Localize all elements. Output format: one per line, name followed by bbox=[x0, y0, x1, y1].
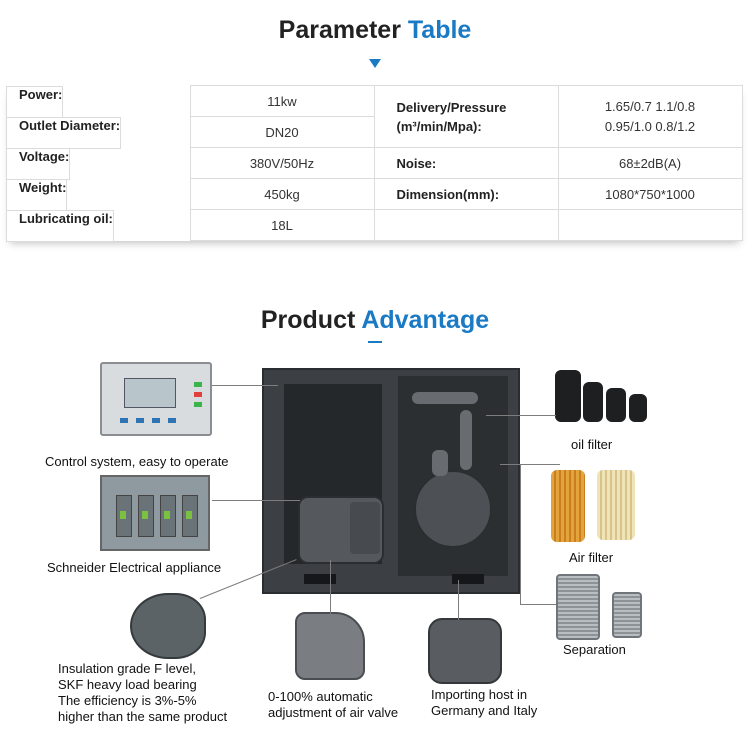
leader-line bbox=[458, 580, 459, 620]
oil-filter-label: oil filter bbox=[571, 437, 613, 452]
valve-label-2: adjustment of air valve bbox=[268, 705, 399, 720]
param-value: 18L bbox=[190, 210, 374, 241]
leader-line bbox=[520, 464, 521, 604]
product-advantage-title: Product Advantage bbox=[260, 306, 490, 334]
param-label: Delivery/Pressure (m³/min/Mpa): bbox=[374, 86, 558, 148]
leader-line bbox=[520, 604, 556, 605]
param-label: Lubricating oil: bbox=[6, 210, 114, 242]
table-row bbox=[6, 86, 742, 117]
empty-cell bbox=[374, 210, 558, 241]
electrical-appliance-image bbox=[100, 475, 210, 551]
param-value: 1.65/0.7 1.1/0.8 0.95/1.0 0.8/1.2 bbox=[558, 86, 742, 148]
param-value: 11kw bbox=[190, 86, 374, 117]
insulation-label-1: Insulation grade F level, bbox=[58, 661, 197, 676]
parameter-table bbox=[6, 85, 743, 241]
table-row bbox=[6, 179, 742, 210]
param-value: 450kg bbox=[190, 179, 374, 210]
leader-line bbox=[212, 500, 300, 501]
control-system-label: Control system, easy to operate bbox=[45, 454, 229, 469]
air-valve-image bbox=[295, 612, 365, 680]
air-filter-label: Air filter bbox=[569, 550, 614, 565]
insulation-label-2: SKF heavy load bearing bbox=[58, 677, 197, 692]
param-label: Noise: bbox=[374, 148, 558, 179]
air-end-host-image bbox=[428, 618, 502, 684]
control-panel-image bbox=[100, 362, 212, 436]
schneider-label: Schneider Electrical appliance bbox=[47, 560, 222, 575]
insulation-label-4: higher than the same product bbox=[58, 709, 228, 724]
param-label: Weight: bbox=[6, 179, 67, 211]
leader-line bbox=[500, 464, 560, 465]
compressor-image bbox=[262, 368, 520, 594]
title-underline bbox=[368, 341, 382, 343]
param-label: Dimension(mm): bbox=[374, 179, 558, 210]
leader-line bbox=[330, 560, 331, 614]
leader-line bbox=[212, 385, 278, 386]
host-label-1: Importing host in bbox=[431, 687, 528, 702]
table-row bbox=[6, 210, 742, 241]
empty-cell bbox=[558, 210, 742, 241]
param-value: DN20 bbox=[190, 117, 374, 148]
param-value: 1080*750*1000 bbox=[558, 179, 742, 210]
valve-label-1: 0-100% automatic bbox=[268, 689, 373, 704]
down-triangle-icon bbox=[369, 59, 381, 68]
param-label: Voltage: bbox=[6, 148, 70, 180]
param-label: Outlet Diameter: bbox=[6, 117, 121, 149]
table-row bbox=[6, 148, 742, 179]
leader-line bbox=[486, 415, 556, 416]
parameter-table-title: Parameter Table bbox=[278, 16, 472, 44]
insulation-label-3: The efficiency is 3%-5% bbox=[58, 693, 197, 708]
motor-image bbox=[130, 593, 206, 659]
param-value: 380V/50Hz bbox=[190, 148, 374, 179]
param-value: 68±2dB(A) bbox=[558, 148, 742, 179]
separation-label: Separation bbox=[563, 642, 626, 657]
host-label-2: Germany and Italy bbox=[431, 703, 538, 718]
param-label: Power: bbox=[6, 86, 63, 118]
